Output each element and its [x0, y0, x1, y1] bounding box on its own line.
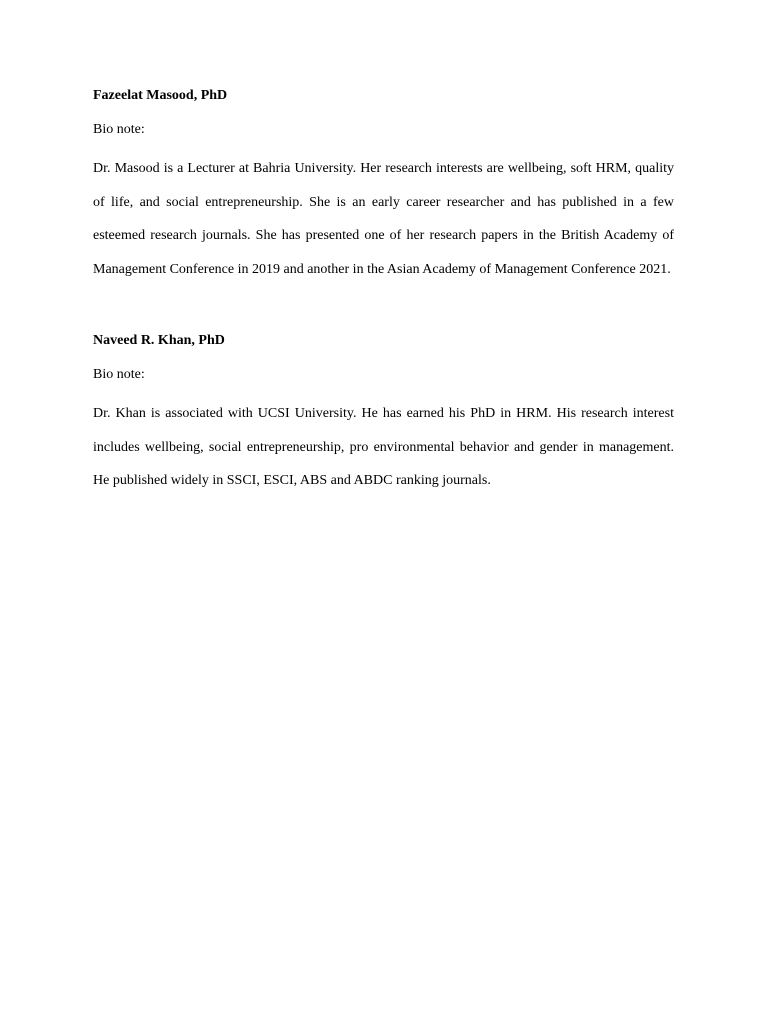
author-bio-masood — [93, 84, 674, 286]
bio-text: Dr. Khan is associated with UCSI University. He has earned his PhD in HRM. His research interest includes wellbeing, social entrepreneurship, pro environmental behavior and gender in management. He published widely in SSCI, ESCI, ABS and ABDC ranking journals. — [93, 406, 674, 488]
author-bio-khan — [93, 329, 674, 498]
bio-text: Dr. Masood is a Lecturer at Bahria University. Her research interests are wellbeing, soft HRM, quality of life, and social entrepreneurship. She is an early career researcher and has published in a few esteemed research journals. She has presented one of her research papers in the British Academy of Management Conference in 2019 and another in the Asian Academy of Management Conference 2021. — [93, 161, 674, 277]
bio-label: Bio note: — [93, 367, 145, 382]
document-content — [93, 84, 674, 498]
bio-label: Bio note: — [93, 122, 145, 137]
author-name: Fazeelat Masood, PhD — [93, 88, 228, 103]
author-name: Naveed R. Khan, PhD — [93, 333, 225, 348]
